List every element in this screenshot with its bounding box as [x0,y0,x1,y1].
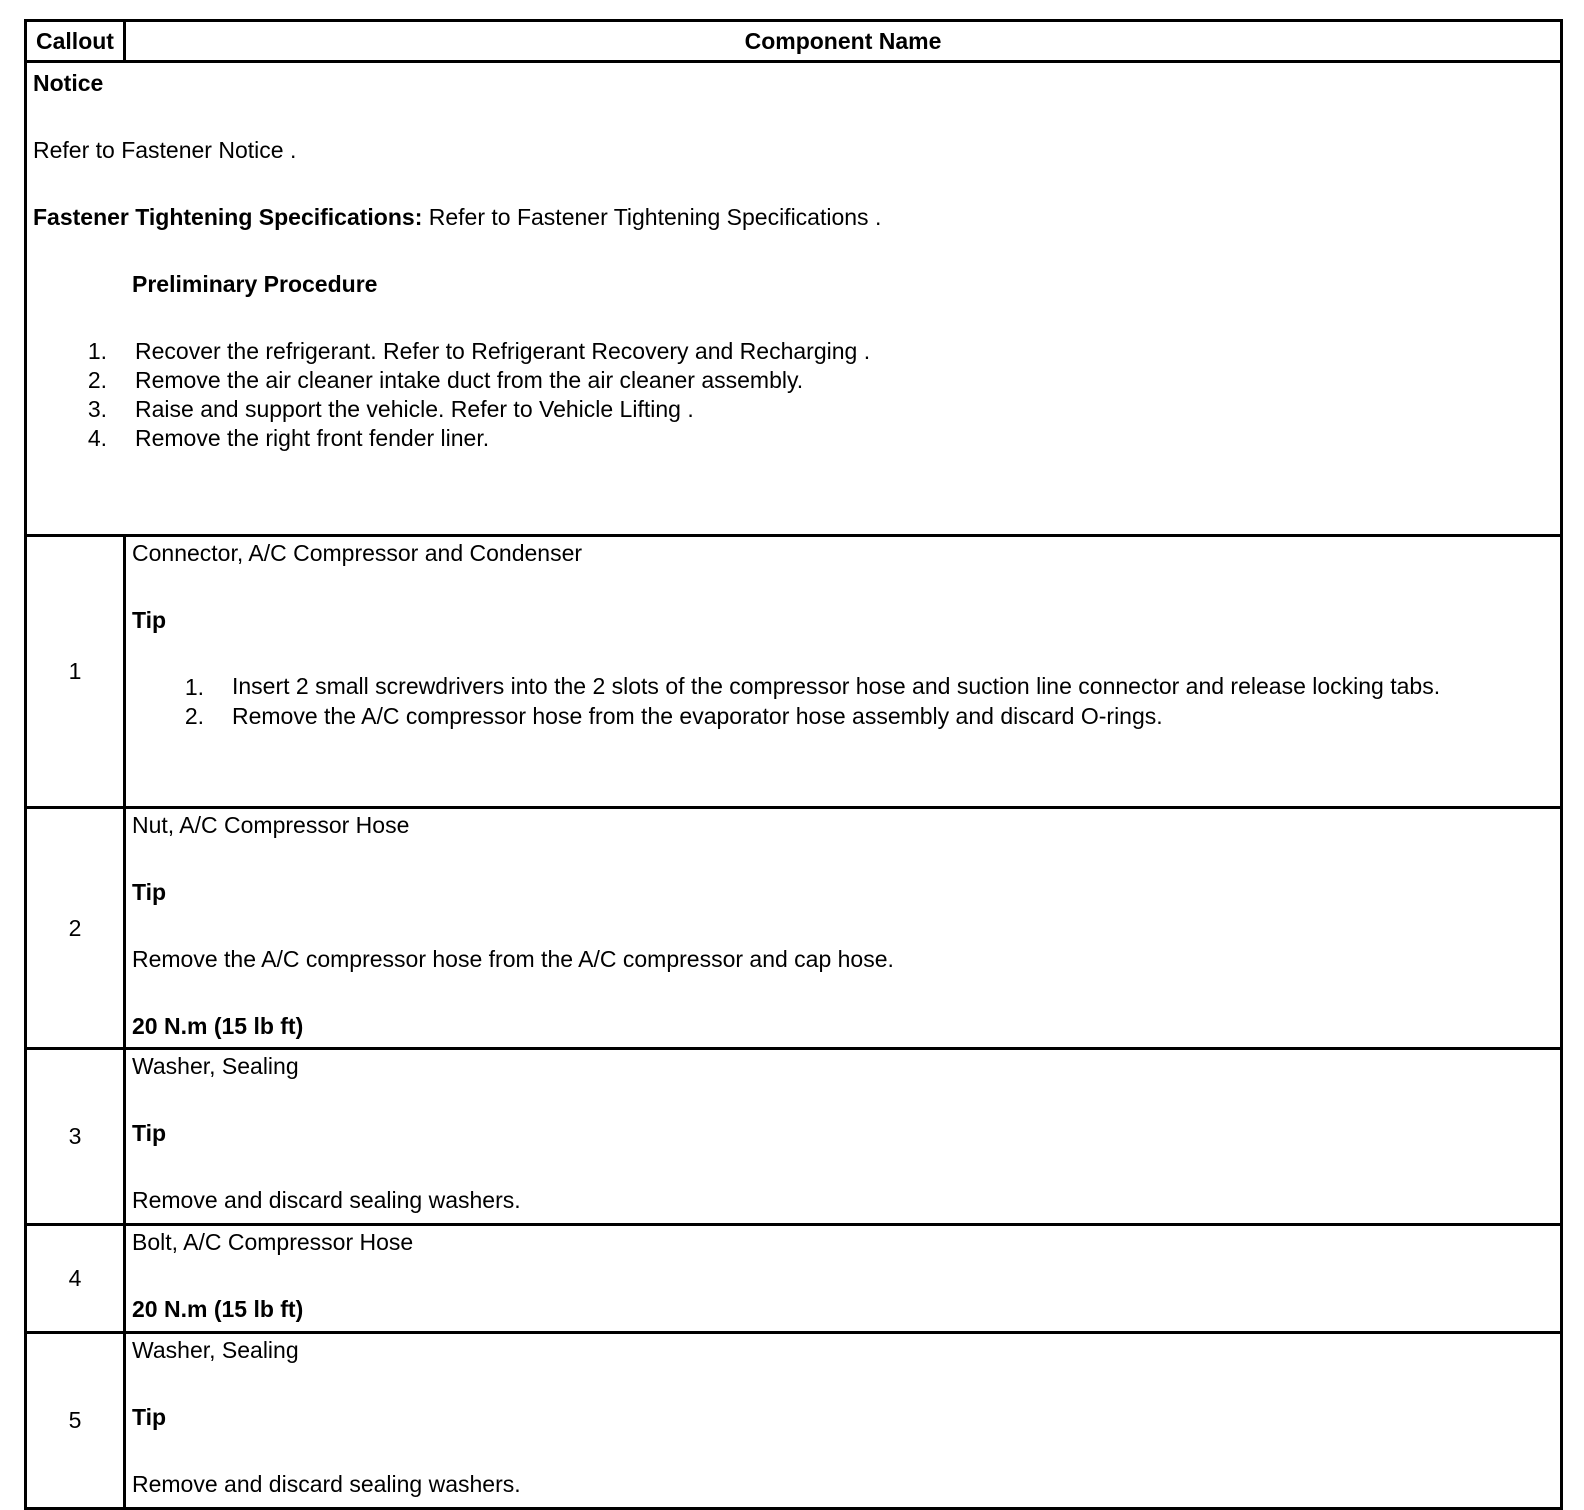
list-item: 4. Remove the right front fender liner. [87,425,490,451]
tip-label: Tip [132,1404,167,1430]
component-name: Connector, A/C Compressor and Condenser [132,540,583,566]
component-cell [126,1334,1560,1499]
tip-label: Tip [132,607,167,633]
component-cell [126,809,1560,1041]
notice-refer-text: Refer to Fastener Notice . [33,137,297,163]
table-header-row [27,22,1560,63]
torque-spec: 20 N.m (15 lb ft) [132,1296,304,1322]
tip-text: Remove and discard sealing washers. [132,1187,521,1213]
component-table [24,19,1563,1510]
callout-number: 5 [27,1334,126,1507]
list-item: 2. Remove the air cleaner intake duct from the air cleaner assembly. [87,367,804,393]
list-item: 3. Raise and support the vehicle. Refer to Vehicle Lifting . [87,396,694,422]
callout-number: 1 [27,537,126,806]
list-item: 1. Recover the refrigerant. Refer to Refrigerant Recovery and Recharging . [87,338,871,364]
table-row [27,1226,1560,1334]
component-name: Bolt, A/C Compressor Hose [132,1229,414,1255]
fastener-spec-text: Refer to Fastener Tightening Specifications . [422,204,882,230]
component-cell [126,1226,1560,1324]
tip-label: Tip [132,1120,167,1146]
tip-text: Remove the A/C compressor hose from the A/C compressor and cap hose. [132,946,894,972]
component-name: Washer, Sealing [132,1337,299,1363]
preliminary-procedure-title: Preliminary Procedure [132,271,378,297]
component-name: Washer, Sealing [132,1053,299,1079]
preliminary-steps-list [33,337,1554,453]
callout-number: 4 [27,1226,126,1331]
component-cell [126,1050,1560,1215]
table-row [27,1050,1560,1226]
tip-text: Remove and discard sealing washers. [132,1471,521,1497]
torque-spec: 20 N.m (15 lb ft) [132,1013,304,1039]
callout-column-header: Callout [27,22,126,60]
component-name-column-header: Component Name [744,27,942,54]
list-item: 1. Insert 2 small screwdrivers into the 2 slots of the compressor hose and suction line connector and release locking tabs. [184,673,1441,700]
tip-steps-list [132,673,1552,731]
list-item: 2. Remove the A/C compressor hose from the evaporator hose assembly and discard O-rings. [184,703,1163,729]
component-cell [126,537,1560,731]
component-name: Nut, A/C Compressor Hose [132,812,410,838]
fastener-spec-label: Fastener Tightening Specifications: [33,204,423,230]
table-row [27,1334,1560,1507]
tip-label: Tip [132,879,167,905]
notice-section [27,63,1560,537]
callout-number: 3 [27,1050,126,1223]
table-row [27,809,1560,1050]
notice-title: Notice [33,70,104,96]
callout-number: 2 [27,809,126,1047]
table-row [27,537,1560,809]
fastener-spec-line [33,203,1554,232]
